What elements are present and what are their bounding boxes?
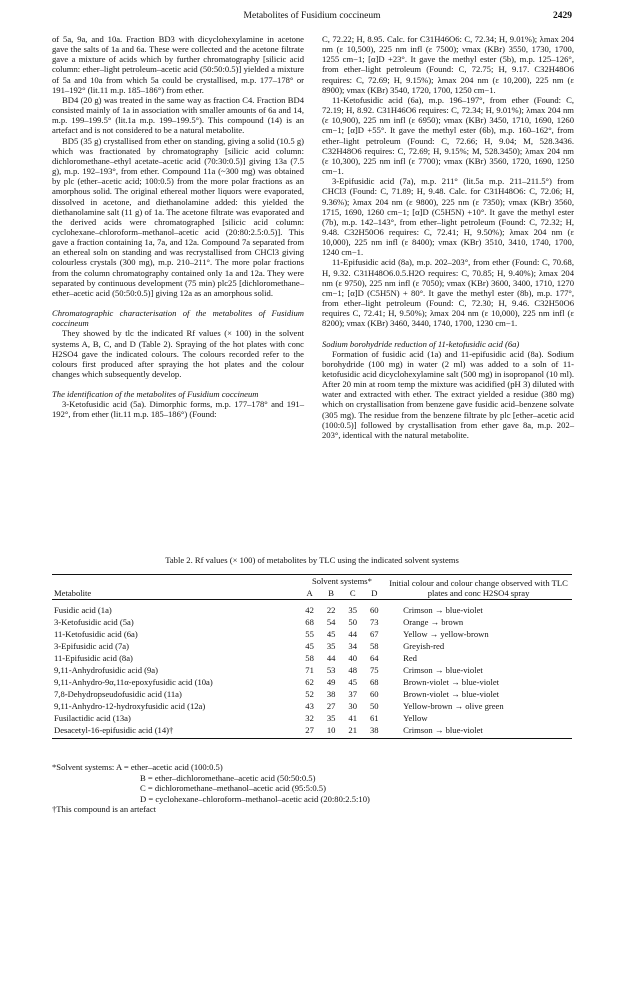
paragraph-fraction-bd3: of 5a, 9a, and 10a. Fraction BD3 with dicyclohexylamine in acetone gave the salts of 1a and 6a. These were collected and the acetone filtrate gave a mixture of acids which by further chromatography [silicic acid column: ether–light petroleum–acetic acid (50:50:0.5)] yielded a mixture of 5a and 10a from which 5a could be crystallised, m.p. 177–178° or 191–192° (lit.11 m.p. 185–186°) from ether. xyxy=(52,34,304,95)
cell-colour: Brown-violet → blue-violet xyxy=(403,689,500,699)
cell-rf-d: 64 xyxy=(370,653,379,663)
cell-metabolite: 11-Ketofusidic acid (6a) xyxy=(54,629,138,639)
cell-rf-c: 30 xyxy=(348,701,358,711)
cell-rf-b: 35 xyxy=(326,713,336,723)
cell-metabolite: 3-Ketofusidic acid (5a) xyxy=(54,617,134,627)
cell-rf-b: 35 xyxy=(326,641,336,651)
cell-rf-b: 54 xyxy=(326,617,336,627)
right-column xyxy=(322,34,574,440)
cell-rf-a: 43 xyxy=(305,701,314,711)
cell-rf-d: 58 xyxy=(370,641,379,651)
table-caption: Table 2. Rf values (× 100) of metabolites by TLC using the indicated solvent systems xyxy=(165,555,459,565)
cell-rf-a: 45 xyxy=(305,641,314,651)
cell-colour: Crimson → blue-violet xyxy=(403,665,483,675)
table-row xyxy=(52,652,572,664)
cell-rf-b: 53 xyxy=(326,665,336,675)
table-row xyxy=(52,616,572,628)
paragraph-borohydride: Formation of fusidic acid (1a) and 11-epifusidic acid (8a). Sodium borohydride (100 mg) in water (2 ml) was added to a soln of 11-ketofusidic acid dicyclohexylamine salt (500 mg) in isopropanol (10 ml). After 20 min at room temp the mixture was acidified (pH 3) diluted with water and extracted with ether. The extract yielded a residue (380 mg) which on crystallisation from benzene gave fusidic acid–benzene solvate (305 mg). The residue from the benzene filtrate by plc [ether–acetic acid (100:0.5)] followed by crystallisation from ether gave 8a, m.p. 202–203°, identical with the natural metabolite. xyxy=(322,348,574,440)
cell-rf-d: 61 xyxy=(370,713,379,723)
table-row xyxy=(52,628,572,640)
cell-rf-a: 42 xyxy=(305,605,314,615)
cell-colour: Red xyxy=(403,653,417,663)
cell-rf-b: 45 xyxy=(326,629,336,639)
paragraph-fraction-bd5: BD5 (35 g) crystallised from ether on standing, giving a solid (10.5 g) which was fractionated by chromatography [silicic acid column: dichloromethane–ethyl acetate–acetic acid (70:30:0.5)] giving 13a (7.5 g), m.p. 192–193°, from ether. Compound 11a (~300 mg) was obtained by plc (ether–acetic acid; 100:0.5) from the more polar fractions as an amorphous solid. The original ethereal mother liquors were evaporated, dissolved in acetone, and diethanolamine added: this yielded the diethanolamine salt (11 g) of 1a. The acetone filtrate was evaporated and the derived acids were chromatographed [silicic acid column: cyclohexane–chloroform–methanol–acetic acid (20:80:2.5:0.5)]. This gave a fraction containing 1a, 7a, and 12a. Compound 7a separated from an ethereal soln on standing and was recrystallised from CHCl3 giving colourless crystals (300 mg), m.p. 210–211°. The more polar fractions from the column chromatography contained only 1a and 12a. They were separated by continuous development (75 min) plc25 [dichloromethane–ether–acetic acid (50:50:0.5)] giving 12a as an amorphous solid. xyxy=(52,135,304,298)
cell-rf-a: 68 xyxy=(305,617,314,627)
header-solvent-a: A xyxy=(306,588,313,598)
cell-rf-b: 22 xyxy=(326,605,336,615)
cell-rf-d: 67 xyxy=(370,629,379,639)
header-solvent-d: D xyxy=(371,588,378,598)
table-row xyxy=(52,676,572,688)
cell-colour: Crimson → blue-violet xyxy=(403,605,483,615)
cell-rf-d: 38 xyxy=(370,725,379,735)
cell-colour: Orange → brown xyxy=(403,617,464,627)
page-number: 2429 xyxy=(553,11,572,21)
header-metabolite: Metabolite xyxy=(54,588,92,598)
paragraph-fraction-bd4: BD4 (20 g) was treated in the same way as fraction C4. Fraction BD4 consisted mainly of 1a in association with smaller amounts of 6a and 14, m.p. 199–199.5° (lit.1a m.p. 199–199.5°). This compound (14) is an artefact and is not considered to be a natural metabolite. xyxy=(52,94,304,136)
table-row xyxy=(52,688,572,700)
cell-rf-c: 50 xyxy=(348,617,358,627)
cell-rf-a: 27 xyxy=(305,725,314,735)
cell-metabolite: 9,11-Anhydrofusidic acid (9a) xyxy=(54,665,158,675)
footnote-solvent-c: C = dichloromethane–methanol–acetic acid (95:5:0.5) xyxy=(140,783,326,794)
table-row xyxy=(52,664,572,676)
cell-rf-d: 60 xyxy=(370,605,379,615)
paragraph-11-ketofusidic: 11-Ketofusidic acid (6a), m.p. 196–197°, from ether (Found: C, 72.19; H, 8.92. C31H46O6 requires: C, 72.34; H, 9.01%); λmax 204 nm (ε 10,900), 225 nm infl (ε 6950); νmax (KBr) 3450, 1710, 1690, 1260 cm−1; [α]D +55°. It gave the methyl ester (6b), m.p. 160–162°, from ether–light petroleum (Found: C, 72.66; H, 9.04; M, 528.3436. C32H48O6 requires: C, 72.69; H, 9.15%; M, 528.3450); λmax 204 nm (ε 10,300), 225 nm infl (ε 7700); νmax (KBr) 3560, 1720, 1690, 1250 cm−1. xyxy=(322,94,574,177)
cell-colour: Yellow → yellow-brown xyxy=(403,629,489,639)
running-header xyxy=(52,11,572,25)
left-column xyxy=(52,34,304,420)
cell-metabolite: 9,11-Anhydro-9α,11α-epoxyfusidic acid (10a) xyxy=(54,677,213,687)
cell-rf-b: 38 xyxy=(326,689,336,699)
table-row xyxy=(52,640,572,652)
cell-colour: Greyish-red xyxy=(403,641,445,651)
cell-rf-c: 34 xyxy=(348,641,358,651)
cell-rf-c: 44 xyxy=(348,629,358,639)
cell-rf-a: 71 xyxy=(305,665,314,675)
cell-rf-b: 44 xyxy=(326,653,336,663)
paragraph-5a-continued: C, 72.22; H, 8.95. Calc. for C31H46O6: C, 72.34; H, 9.01%); λmax 204 nm (ε 10,500), 225 nm infl (ε 7500); νmax (KBr) 3550, 1730, 1700, 1255 cm−1; [α]D +23°. It gave the methyl ester (5b), m.p. 125–126°, from ether–light petroleum (Found: C, 72.75; H, 9.17. C32H48O6 requires: C, 72.69; H, 9.15%); λmax 204 nm (ε 10,200), 225 nm (ε 8900); νmax (KBr) 3540, 1720, 1700, 1250 cm−1. xyxy=(322,34,574,95)
cell-metabolite: 9,11-Anhydro-12-hydroxyfusidic acid (12a) xyxy=(54,701,206,711)
cell-rf-a: 32 xyxy=(305,713,314,723)
footnote-artefact: †This compound is an artefact xyxy=(52,804,157,815)
cell-rf-d: 73 xyxy=(370,617,379,627)
cell-rf-c: 21 xyxy=(348,725,358,735)
cell-colour: Yellow xyxy=(403,713,428,723)
cell-rf-b: 10 xyxy=(326,725,336,735)
cell-rf-c: 45 xyxy=(348,677,358,687)
cell-rf-a: 55 xyxy=(305,629,314,639)
section-heading-borohydride: Sodium borohydride reduction of 11-ketofusidic acid (6a) xyxy=(322,338,520,349)
footnote-solvent-d: D = cyclohexane–chloroform–methanol–acetic acid (20:80:2.5:10) xyxy=(140,793,370,804)
header-solvent-systems: Solvent systems* xyxy=(311,576,372,586)
cell-rf-a: 52 xyxy=(305,689,314,699)
cell-metabolite: Fusilactidic acid (13a) xyxy=(54,713,131,723)
cell-metabolite: 11-Epifusidic acid (8a) xyxy=(54,653,133,663)
cell-rf-c: 35 xyxy=(348,605,358,615)
section-heading-chromatographic: Chromatographic characterisation of the metabolites of Fusidium coccineum xyxy=(52,308,304,329)
cell-metabolite: Desacetyl-16-epifusidic acid (14)† xyxy=(54,725,174,735)
header-solvent-b: B xyxy=(328,588,335,598)
table-row xyxy=(52,712,572,724)
table-row xyxy=(52,700,572,712)
cell-rf-c: 41 xyxy=(348,713,358,723)
running-title: Metabolites of Fusidium coccineum xyxy=(243,11,381,21)
rf-values-table xyxy=(52,574,572,739)
cell-metabolite: Fusidic acid (1a) xyxy=(54,605,112,615)
table-row xyxy=(52,724,572,739)
footnote-solvent-b: B = ether–dichloromethane–acetic acid (50:50:0.5) xyxy=(140,772,316,783)
cell-colour: Yellow-brown → olive green xyxy=(403,701,504,711)
cell-metabolite: 7,8-Dehydropseudofusidic acid (11a) xyxy=(54,689,182,699)
header-colour-change: Initial colour and colour change observed with TLC plates and conc H2SO4 spray xyxy=(389,578,568,598)
cell-rf-c: 37 xyxy=(348,689,358,699)
cell-rf-c: 40 xyxy=(348,653,358,663)
section-heading-identification: The identification of the metabolites of Fusidium coccineum xyxy=(52,389,259,400)
cell-rf-a: 58 xyxy=(305,653,314,663)
cell-colour: Brown-violet → blue-violet xyxy=(403,677,500,687)
paragraph-ketofusidic-5a: 3-Ketofusidic acid (5a). Dimorphic forms, m.p. 177–178° and 191–192°, from ether (lit.11 m.p. 185–186°) (Found: xyxy=(52,399,304,420)
cell-rf-d: 50 xyxy=(370,701,379,711)
cell-rf-d: 68 xyxy=(370,677,379,687)
table-row xyxy=(52,600,572,617)
cell-metabolite: 3-Epifusidic acid (7a) xyxy=(54,641,129,651)
cell-colour: Crimson → blue-violet xyxy=(403,725,483,735)
paragraph-chromatographic: They showed by tlc the indicated Rf values (× 100) in the solvent systems A, B, C, and D (Table 2). Spraying of the hot plates with conc H2SO4 gave the indicated colours. The colours recorded refer to the colours first produced after spraying the hot plates and the colour changes which subsequently develop. xyxy=(52,328,304,379)
cell-rf-c: 48 xyxy=(348,665,358,675)
cell-rf-b: 49 xyxy=(326,677,336,687)
footnote-solvent-a: *Solvent systems: A = ether–acetic acid (100:0.5) xyxy=(52,762,223,772)
header-solvent-c: C xyxy=(349,588,356,598)
paragraph-3-epifusidic: 3-Epifusidic acid (7a), m.p. 211° (lit.5a m.p. 211–211.5°) from CHCl3 (Found: C, 71.89; H, 9.48. Calc. for C31H48O6: C, 72.06; H, 9.36%); λmax 204 nm (ε 9800), 225 nm (ε 7350); νmax (KBr) 3560, 1715, 1690, 1260 cm−1; [α]D (C5H5N) +10°. It gave the methyl ester (7b), m.p. 142–143°, from ether–light petroleum (Found: C, 72.32; H, 9.48. C32H50O6 requires: C, 72.41; H, 9.50%); λmax 204 nm (ε 10,000), 225 nm infl (ε 8400); νmax (KBr) 3510, 3410, 1740, 1700, 1240 cm−1. xyxy=(322,176,574,258)
cell-rf-b: 27 xyxy=(326,701,336,711)
cell-rf-d: 60 xyxy=(370,689,379,699)
cell-rf-d: 75 xyxy=(370,665,379,675)
paragraph-11-epifusidic: 11-Epifusidic acid (8a), m.p. 202–203°, from ether (Found: C, 70.68, H, 9.32. C31H48O6.0.5.H2O requires: C, 70.85; H, 9.40%); λmax 204 nm (ε 9750), 225 nm infl (ε 7050); νmax (KBr) 3600, 3400, 1710, 1270 cm−1; [α]D (C5H5N) + 80°. It gave the methyl ester (8b), m.p. 177°, from ether–light petroleum (Found: C, 72.30; H, 9.46. C32H50O6 requires C, 72.41; H, 9.50%); λmax 204 nm (ε 10,000), 225 nm infl (ε 8200); νmax (KBr) 3460, 3440, 1740, 1700, 1230 cm−1. xyxy=(322,257,574,329)
table-footnotes xyxy=(52,762,572,815)
cell-rf-a: 62 xyxy=(305,677,314,687)
